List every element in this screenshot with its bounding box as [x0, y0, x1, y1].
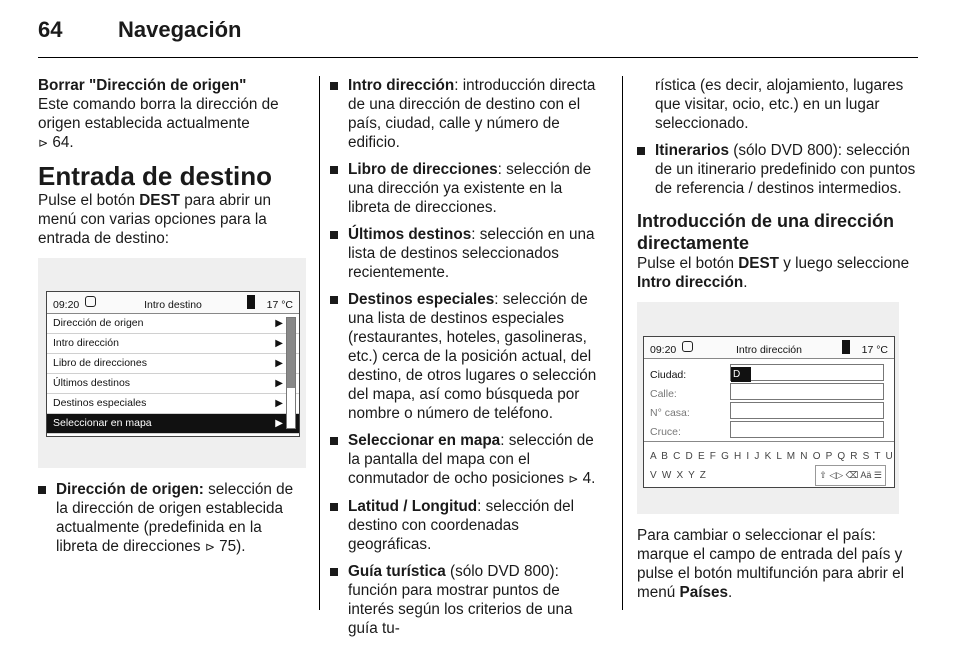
phone-icon — [247, 295, 255, 309]
num-casa-input[interactable] — [730, 402, 884, 419]
scrollbar[interactable] — [286, 317, 296, 429]
bullet-item: Libro de direcciones: selección de una dirección ya existente en la libreta de direcciones. — [330, 160, 606, 217]
calle-input[interactable] — [730, 383, 884, 400]
column-divider — [319, 76, 320, 610]
bullet-icon — [330, 568, 338, 576]
chevron-right-icon: ▶ — [275, 378, 283, 389]
column-3 — [637, 76, 925, 602]
ref-arrow-icon: ⊳ — [38, 136, 49, 150]
page-number: 64 — [38, 17, 63, 42]
bullet-item: Dirección de origen: selección de la dirección de origen establecida actualmente (predefinida en la libreta de direcciones ⊳ 75). — [38, 480, 306, 557]
bullet-icon — [330, 231, 338, 239]
ref-arrow-icon: ⊳ — [568, 472, 579, 486]
section-title: Navegación — [118, 17, 242, 42]
page-header — [0, 0, 960, 56]
menu-item[interactable]: Últimos destinos ▶ — [47, 374, 299, 394]
bullet-icon — [330, 296, 338, 304]
scrollbar-thumb[interactable] — [287, 318, 295, 388]
header-rule — [38, 57, 918, 58]
chevron-right-icon: ▶ — [275, 338, 283, 349]
ciudad-input[interactable]: D — [730, 364, 884, 381]
bullet-item: Últimos destinos: selección en una lista de destinos seleccionados recientemente. — [330, 225, 606, 282]
field-ciudad[interactable]: Ciudad: D — [644, 363, 894, 382]
bullet-icon — [330, 503, 338, 511]
menu-item[interactable]: Dirección de origen ▶ — [47, 314, 299, 334]
paragraph: Pulse el botón DEST para abrir un menú con varias opciones para la entrada de destino: — [38, 192, 271, 247]
column-2 — [330, 76, 606, 646]
chevron-right-icon: ▶ — [275, 418, 283, 429]
screen-titlebar: 09:20 Intro dirección 17 °C — [644, 337, 894, 359]
heading-direct-entry: Introducción de una dirección directamente — [637, 211, 895, 253]
bullet-icon — [637, 147, 645, 155]
bullet-item: Seleccionar en mapa: selección de la pantalla del mapa con el conmutador de ocho posiciones ⊳ 4. — [330, 431, 606, 489]
heading-entrada-destino: Entrada de destino — [38, 161, 273, 191]
chevron-right-icon: ▶ — [275, 318, 283, 329]
bullet-item: Latitud / Longitud: selección del destino con coordenadas geográficas. — [330, 497, 606, 554]
divider — [644, 441, 894, 442]
alphabet-keyboard[interactable]: A B C D E F G H I J K L M N O P Q R S T U V W X Y Z — [650, 451, 894, 481]
chevron-right-icon: ▶ — [275, 358, 283, 369]
column-1 — [38, 76, 306, 565]
field-cruce[interactable]: Cruce: — [644, 420, 894, 439]
bullet-icon — [38, 486, 46, 494]
keyboard-function-keys[interactable]: ⇧ ◁▷ ⌫ Aä ☰ — [815, 465, 886, 486]
bullet-item: Destinos especiales: selección de una lista de destinos especiales (restaurantes, hoteles, gasolineras, etc.) cerca de la posición actual, del destino, de otros lugares o selección del mapa, así como búsqueda por nombre o número de teléfono. — [330, 290, 606, 423]
paragraph: Para cambiar o seleccionar el país: marque el campo de entrada del país y pulse el botón multifunción para abrir el menú Países. — [637, 527, 905, 601]
paragraph-title: Borrar "Dirección de origen" — [38, 77, 247, 94]
cruce-input[interactable] — [730, 421, 884, 438]
bullet-item: Itinerarios (sólo DVD 800): selección de un itinerario predefinido con puntos de referencia / destinos intermedios. — [637, 141, 925, 198]
bullet-icon — [330, 166, 338, 174]
bullet-icon — [330, 82, 338, 90]
bullet-continuation: rística (es decir, alojamiento, lugares que visitar, ocio, etc.) en un lugar seleccionado. — [655, 77, 904, 132]
menu-item[interactable]: Intro dirección ▶ — [47, 334, 299, 354]
chevron-right-icon: ▶ — [275, 398, 283, 409]
field-calle[interactable]: Calle: — [644, 382, 894, 401]
menu-item[interactable]: Libro de direcciones ▶ — [47, 354, 299, 374]
field-num-casa[interactable]: N° casa: — [644, 401, 894, 420]
screenshot-intro-destino — [38, 258, 306, 468]
screenshot-intro-direccion — [637, 302, 899, 514]
nav-screen — [46, 291, 300, 437]
bullet-item: Intro dirección: introducción directa de una dirección de destino con el país, ciudad, calle y número de edificio. — [330, 76, 606, 152]
ref-arrow-icon: ⊳ — [204, 540, 215, 554]
paragraph: Pulse el botón DEST y luego seleccione Intro dirección. — [637, 255, 910, 291]
phone-icon — [842, 340, 850, 354]
screen-titlebar: 09:20 Intro destino 17 °C — [47, 292, 299, 314]
bullet-item: Guía turística (sólo DVD 800): función para mostrar puntos de interés según los criterios de una guía tu- — [330, 562, 606, 638]
bullet-icon — [330, 437, 338, 445]
menu-item[interactable]: Destinos especiales ▶ — [47, 394, 299, 414]
nav-screen — [643, 336, 895, 488]
column-divider — [622, 76, 623, 610]
menu-item-selected[interactable]: Seleccionar en mapa ▶ — [47, 414, 299, 434]
paragraph: Este comando borra la dirección de origen establecida actualmente ⊳ 64. — [38, 96, 279, 151]
